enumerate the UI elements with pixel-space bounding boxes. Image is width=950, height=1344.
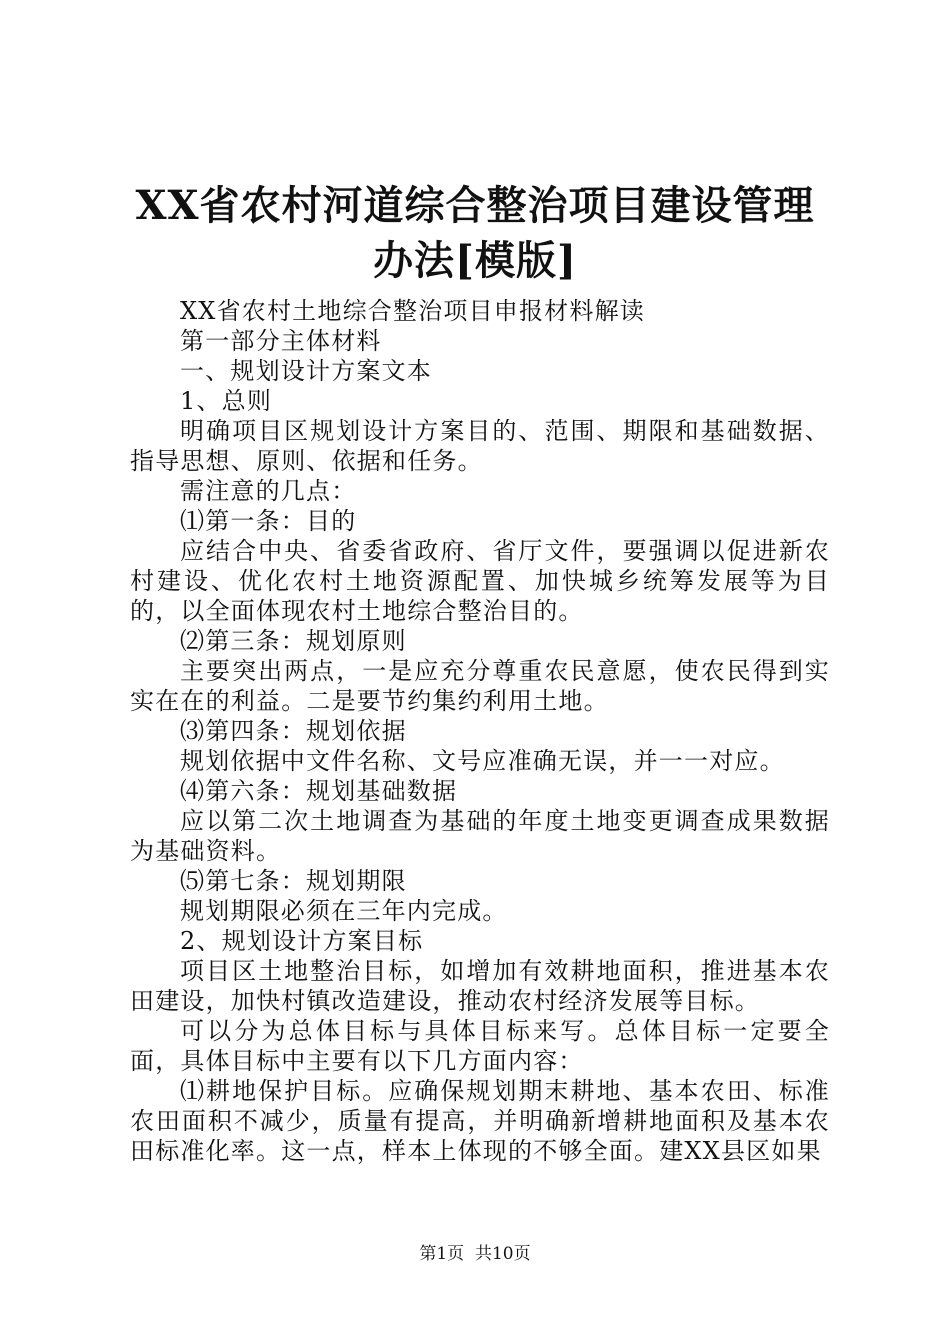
paragraph: XX省农村土地综合整治项目申报材料解读 <box>180 297 645 325</box>
paragraph: 一、规划设计方案文本 <box>180 357 432 385</box>
page-number-label: 第1页 共10页 <box>419 1244 531 1264</box>
paragraph: 1、总则 <box>180 387 273 415</box>
paragraph: 项目区土地整治目标，如增加有效耕地面积，推进基本农田建设，加快村镇改造建设，推动农村经济发展等目标。 <box>130 957 830 1015</box>
paragraph: 第一部分主体材料 <box>180 327 382 355</box>
paragraph: 需注意的几点： <box>180 477 357 505</box>
document-body <box>130 296 830 1166</box>
paragraph: 应结合中央、省委省政府、省厅文件，要强调以促进新农村建设、优化农村土地资源配置、加快城乡统筹发展等为目的，以全面体现农村土地综合整治目的。 <box>130 537 830 625</box>
paragraph: 明确项目区规划设计方案目的、范围、期限和基础数据、指导思想、原则、依据和任务。 <box>130 417 830 475</box>
paragraph: 可以分为总体目标与具体目标来写。总体目标一定要全面，具体目标中主要有以下几方面内容： <box>130 1017 830 1075</box>
paragraph: 规划期限必须在三年内完成。 <box>180 897 508 925</box>
paragraph: ⑵第三条：规划原则 <box>180 627 407 655</box>
paragraph: ⑶第四条：规划依据 <box>180 717 407 745</box>
paragraph: ⑷第六条：规划基础数据 <box>180 777 458 805</box>
paragraph: ⑴第一条：目的 <box>180 507 357 535</box>
paragraph: ⑴耕地保护目标。应确保规划期末耕地、基本农田、标准农田面积不减少，质量有提高，并明确新增耕地面积及基本农田标准化率。这一点，样本上体现的不够全面。建XX县区如果 <box>130 1077 830 1165</box>
page-footer <box>0 1243 950 1265</box>
document-title: XX省农村河道综合整治项目建设管理办法[模版] <box>135 182 815 284</box>
paragraph: ⑸第七条：规划期限 <box>180 867 407 895</box>
paragraph: 规划依据中文件名称、文号应准确无误，并一一对应。 <box>180 747 785 775</box>
paragraph: 2、规划设计方案目标 <box>180 927 424 955</box>
paragraph: 主要突出两点，一是应充分尊重农民意愿，使农民得到实实在在的利益。二是要节约集约利用土地。 <box>130 657 830 715</box>
paragraph: 应以第二次土地调查为基础的年度土地变更调查成果数据为基础资料。 <box>130 807 830 865</box>
